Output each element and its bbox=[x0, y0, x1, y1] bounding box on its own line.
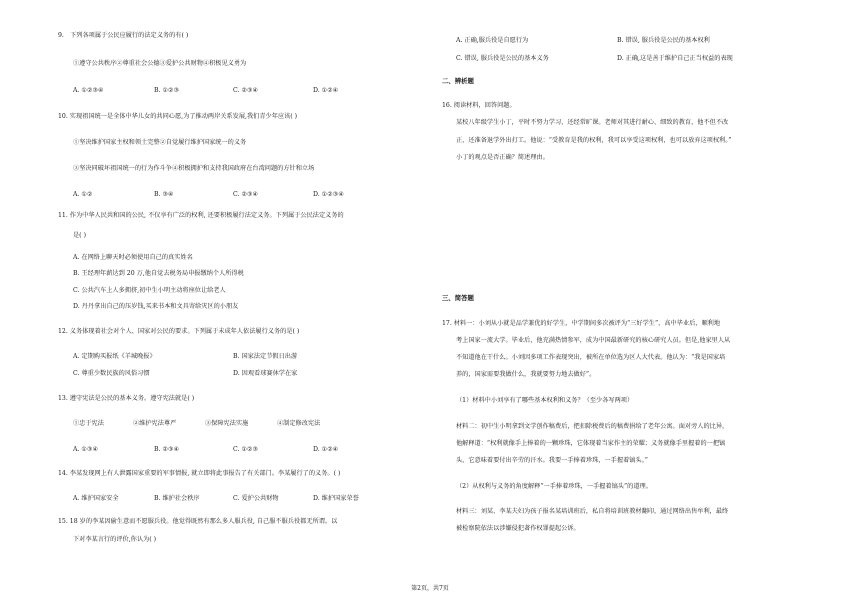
q15-option-c: C. 错误, 服兵役是公民的基本义务 bbox=[456, 55, 549, 62]
q11-option-b: B. 王经理年薪达到 20 万,他自觉去税务局申报缴纳个人所得税 bbox=[73, 270, 244, 277]
q9-option-c: C. ②③④ bbox=[233, 87, 259, 94]
q12-option-a: A. 定期购买报纸《羊城晚报》 bbox=[73, 353, 156, 360]
q10-option-b: B. ③④ bbox=[154, 191, 174, 198]
q16-paragraph-3: 小丁的观点是否正确？简述理由。 bbox=[456, 154, 549, 161]
q15-stem-line2: 下对李某言行的评价,你认为( ) bbox=[73, 536, 157, 543]
q13-item1: ①忠于宪法 bbox=[73, 420, 104, 427]
q16-paragraph-2: 正，还准备退学外出打工。他说：“受教育是我的权利，我可以享受这项权利，也可以放弃这项权利。” bbox=[456, 137, 732, 144]
q10-item2: ③坚决同破坏祖国统一的行为作斗争④积极拥护和支持我国政府在台湾问题的方针和立场 bbox=[73, 165, 315, 172]
q13-option-c: C. ①②③ bbox=[233, 446, 259, 453]
q9-stem: 9. 下列各项属于公民应履行的法定义务的有( ) bbox=[58, 32, 189, 39]
q17-material3-line2: 被检察院依法以涉嫌侵犯著作权罪提起公诉。 bbox=[456, 525, 580, 532]
q11-stem-line2: 是( ) bbox=[73, 232, 86, 239]
q12-option-b: B. 国家法定节假日出游 bbox=[233, 353, 298, 360]
q14-option-c: C. 爱护公共财物 bbox=[233, 495, 279, 502]
q17-material1-line1: 17. 材料一：小刘从小就是品学兼优的好学生，中学期间多次被评为“三好学生”，高中毕业后，顺利地 bbox=[442, 320, 721, 327]
page-footer: 第2页，共7页 bbox=[411, 585, 449, 592]
q11-option-d: D. 丹丹拿出自己的压岁钱,买来书本和文具寄给灾区的小朋友 bbox=[73, 303, 239, 310]
q16-paragraph-1: 某校八年级学生小丁，平时不努力学习，还经常旷课。老师对其进行耐心、细致的教育，他不但不改 bbox=[456, 119, 729, 126]
q15-option-a: A. 正确,服兵役是自愿行为 bbox=[456, 37, 529, 44]
q17-subquestion-2: （2）从权利与义务的角度解释“一手捧着珍珠，一手握着镐头”的道理。 bbox=[456, 483, 652, 490]
q10-option-a: A. ①② bbox=[73, 191, 93, 198]
q10-stem: 10. 实现祖国统一是全体中华儿女的共同心愿,为了推动两岸关系发展,我们青少年应该( ) bbox=[58, 113, 298, 120]
q13-item3: ③保障宪法实施 bbox=[205, 420, 249, 427]
q17-material1-line4: 养的，国家需要我做什么，我就要努力地去做好”。 bbox=[456, 371, 596, 378]
q13-stem: 13. 遵守宪法是公民的基本义务。遵守宪法就是( ) bbox=[58, 395, 195, 402]
q11-option-c: C. 公共汽车上人多拥挤,初中生小明主动将座位让给老人 bbox=[73, 287, 226, 294]
q17-material3-line1: 材料三：刘某、李某夫妇为孩子报名某培训班后，私自将培训班教材翻印，通过网络出售牟利，最终 bbox=[456, 508, 729, 515]
q15-option-d: D. 正确,这是善于维护自己正当权益的表现 bbox=[617, 55, 733, 62]
q17-material2-line1: 材料二：初中生小明拿到文学创作稿费后，把扣除税费后的稿费捐给了老年公寓。面对旁人的比异， bbox=[456, 423, 729, 430]
section-2-heading: 二、辨析题 bbox=[442, 77, 474, 85]
q16-stem: 16. 阅读材料，回答问题。 bbox=[442, 102, 516, 109]
q13-option-b: B. ②③④ bbox=[154, 446, 180, 453]
q9-option-b: B. ①②③ bbox=[154, 87, 180, 94]
q15-option-b: B. 错误, 服兵役是公民的基本权利 bbox=[617, 37, 710, 44]
q14-option-a: A. 维护国家安全 bbox=[73, 495, 119, 502]
q13-option-a: A. ①③④ bbox=[73, 446, 99, 453]
q12-stem: 12. 义务体现着社会对个人、国家对公民的要求。下列属于未成年人依法履行义务的是( ) bbox=[58, 328, 300, 335]
q14-stem: 14. 李某发现网上有人泄露国家重要的军事情报, 就立即将此事报告了有关部门。李某履行了的义务。( ) bbox=[58, 470, 341, 477]
q17-material1-line3: 不知道他在干什么。小刘因多项工作表现突出，被所在单位选为区人大代表。他认为：“我是国家培 bbox=[456, 354, 726, 361]
q12-option-c: C. 尊重少数民族的风俗习惯 bbox=[73, 370, 150, 377]
q15-stem-line1: 15. 18 岁的李某因偷生意而不愿服兵役。他觉得既然有那么多人服兵役, 自己服不服兵役都无所谓。以 bbox=[58, 518, 338, 525]
q9-option-a: A. ①②③④ bbox=[73, 87, 104, 94]
q9-items: ①遵守公共秩序②尊重社会公德③爱护公共财物④积极见义勇为 bbox=[73, 60, 247, 67]
section-3-heading: 三、简答题 bbox=[442, 294, 474, 302]
q13-item2: ②维护宪法尊严 bbox=[133, 420, 177, 427]
q14-option-b: B. 维护社会秩序 bbox=[154, 495, 200, 502]
q17-material1-line2: 考上国家一流大学。毕业后，他充满热情参军，成为中国最新研究的核心研究人员。但是,他家里人从 bbox=[456, 337, 731, 344]
q17-material2-line2: 他解释道：“权利就像手上捧着的一颗珍珠，它体现着当家作主的荣耀；义务就像手里握着的一把镐 bbox=[456, 440, 726, 447]
q14-option-d: D. 维护国家荣誉 bbox=[313, 495, 359, 502]
q12-option-d: D. 因观看球赛休学在家 bbox=[233, 370, 298, 377]
q10-item1: ①坚决维护国家主权和领土完整②自觉履行维护国家统一的义务 bbox=[73, 139, 247, 146]
q17-subquestion-1: （1）材料中小刘享有了哪些基本权利和义务？（至少各写两项） bbox=[456, 397, 634, 404]
q9-option-d: D. ①②④ bbox=[313, 87, 339, 94]
q13-option-d: D. ①②④ bbox=[313, 446, 339, 453]
q10-option-c: C. ②③④ bbox=[233, 191, 259, 198]
q11-option-a: A. 在网络上聊天时必须使用自己的真实姓名 bbox=[73, 254, 193, 261]
q10-option-d: D. ①②③④ bbox=[313, 191, 344, 198]
q13-item4: ④制定修改宪法 bbox=[277, 420, 321, 427]
q17-material2-line3: 头，它意味着要付出辛劳的汗水。我要一手捧着珍珠，一手握着镐头。” bbox=[456, 457, 648, 464]
q11-stem-line1: 11. 作为中华人民共和国的公民, 不仅享有广泛的权利, 还要积极履行法定义务。下列属于公民法定义务的 bbox=[58, 212, 344, 219]
